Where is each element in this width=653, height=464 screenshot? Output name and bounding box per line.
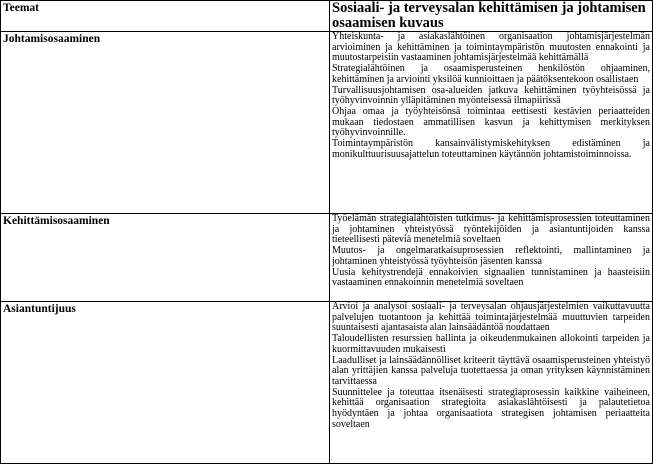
description-item: Työelämän strategialähtöisten tutkimus- ja kehittämisprosessien toteuttaminen ja johtaminen yhteistyössä työntekijöiden ja asiantuntijoiden kanssa tieteellisesti pätevià menetelmiä soveltaen — [332, 213, 650, 246]
header-themes: Teemat — [1, 1, 330, 32]
description-item: Ohjaa omaa ja työyhteisönsä toimintaa eettisesti kestävien periaatteiden mukaan tiedostaen ammatillisen kasvun ja kehittymisen merkityksen työhyvinvoinnille. — [332, 105, 650, 139]
theme-expertise: Asiantuntijuus — [1, 302, 330, 464]
description-item: Suunnittelee ja toteuttaa itsenäisesti strategiaprosessin kaikkine vaiheineen, kehittää organisaation strategioita asiakaslähtöisesti ja palautetietoa hyödyntäen ja johtaa organisaatiota strategisen johtamisen periaatteita soveltaen — [332, 386, 650, 430]
header-description: Sosiaali- ja terveysalan kehittämisen ja johtamisen osaamisen kuvaus — [330, 1, 653, 32]
description-item: Muutos- ja ongelmaratkaisuprosessien reflektointi, mallintaminen ja johtaminen yhteistyössä työyhteisön jäsenten kanssa — [332, 245, 650, 267]
description-item: Laadulliset ja lainsäädännölliset kriteerit täyttävä osaamisperusteinen yhteistyö alan yrittäjien kanssa palveluja tuotettaessa ja oman yrityksen käynnistäminen tarvittaessa — [332, 354, 650, 387]
description-item: Strategialähtöinen ja osaamisperusteinen henkilöstön ohjaaminen, kehittäminen ja arviointi yksilöä kunnioittaen ja päätöksentekoon osallistaen — [332, 63, 650, 85]
table-row-development — [1, 214, 653, 302]
description-expertise — [330, 302, 653, 464]
description-item: Uusia kehitystrendejä ennakoivien signaalien tunnistaminen ja haasteisiin vastaaminen ennakoinnin menetelmiä soveltaen — [332, 266, 650, 289]
description-item: Taloudellisten resurssien hallinta ja oikeudenmukainen allokointi tarpeiden ja kuormittavuuden mukaisesti — [332, 333, 650, 355]
description-development — [330, 214, 653, 302]
description-leadership — [330, 32, 653, 214]
description-item: Turvallisuusjohtamisen osa-alueiden jatkuva kehittäminen työyhteisössä ja työhyvinvoinnin ylläpitäminen myönteisessä ilmapiirissä — [332, 84, 650, 107]
table-row-expertise — [1, 302, 653, 464]
description-item: Toimintaympäristön kansainvälistymiskehityksen edistäminen ja monikulttuurisuusajattelun toteuttaminen käytännön johtamistoiminnoissa. — [332, 138, 650, 160]
description-item: Arvioi ja analysoi sosiaali- ja terveysalan ohjausjärjestelmien vaikuttavuutta palvelujen tuotantoon ja kehittää toimintajärjestelmää muuttuvien tarpeiden suuntaisesti ajantasaista alan lainsäädäntöä noudattaen — [332, 301, 650, 334]
table-row-leadership — [1, 32, 653, 214]
theme-development: Kehittämisosaaminen — [1, 214, 330, 302]
theme-leadership: Johtamisosaaminen — [1, 32, 330, 214]
description-item: Yhteiskunta- ja asiakaslähtöinen organisaation johtamisjärjestelmän arvioiminen ja kehittäminen ja toimintaympäristön muutosten ennakointi ja muutostarpeisiin vastaaminen johtamisjärjestelmää kehittämällä — [332, 31, 650, 64]
header-row — [1, 1, 653, 32]
